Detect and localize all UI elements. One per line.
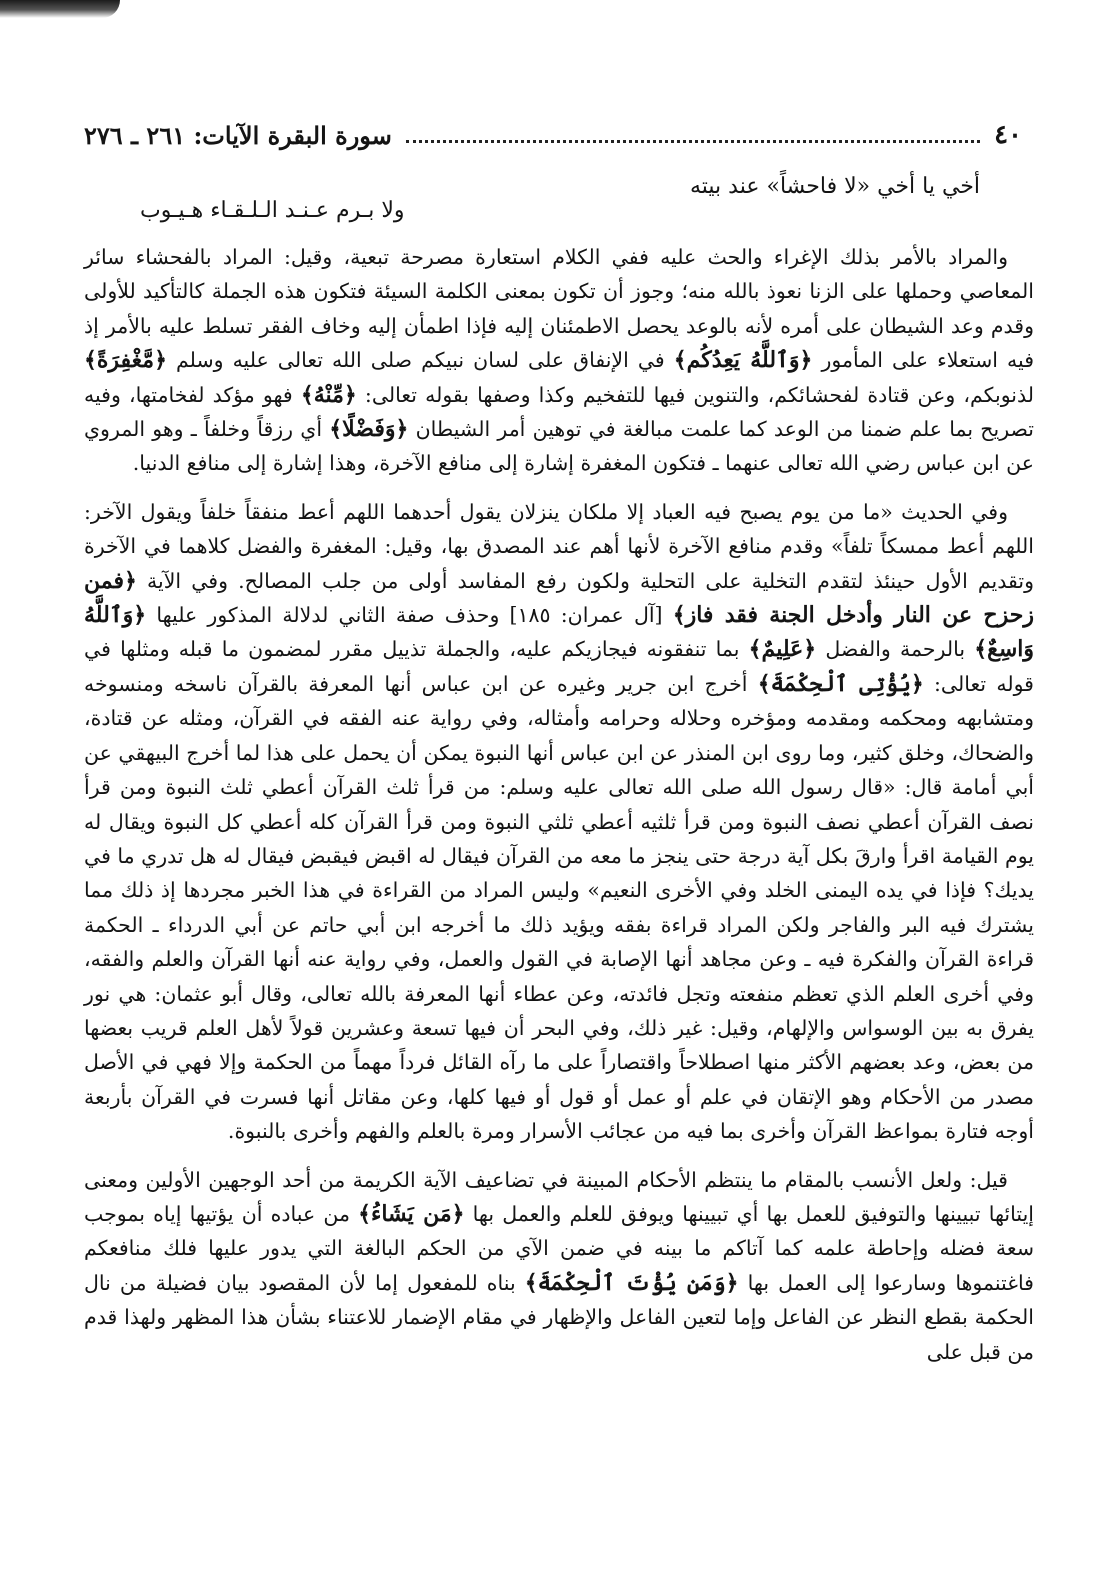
paragraph [84, 495, 1034, 1149]
header-dotted-leader [406, 140, 980, 143]
quran-quote: ﴿وَفَضْلًا﴾ [329, 416, 409, 443]
paragraph-text: بالرحمة والفضل [816, 637, 975, 662]
quran-quote: ﴿مِّنْهُ﴾ [300, 381, 357, 408]
quran-quote: ﴿وَٱللَّهُ يَعِدُكُم﴾ [673, 347, 813, 374]
paragraph [84, 1163, 1034, 1369]
verse-first-hemistich: أخي يا أخي «لا فاحشاً» عند بيته [689, 174, 980, 199]
paragraph-text: بما تنفقونه فيجازيكم عليه، والجملة تذييل مقرر لمضمون ما قبله ومثلها في قوله تعالى: [84, 637, 1034, 696]
paragraph-text: أخرج ابن جرير وغيره عن ابن عباس أنها المعرفة بالقرآن ناسخه ومنسوخه ومتشابهه ومحكمه ومقدمه ومؤخره وحلاله وحرامه وأمثاله، وفي رواية عنه الفقه في القرآن، ومثله عن قتادة، والضحاك، وخلق كثير، وما روى ابن المنذر عن ابن عباس أنها النبوة يمكن أن يحمل على هذا لما أخرج البيهقي عن أبي أمامة قال: «قال رسول الله صلى الله تعالى عليه وسلم: من قرأ ثلث القرآن أعطي ثلث النبوة ومن قرأ نصف القرآن أعطي نصف النبوة ومن قرأ ثلثيه أعطي ثلثي النبوة ومن قرأ القرآن كله أعطي كل النبوة ويقال له يوم القيامة اقرأ وارقَ بكل آية درجة حتى ينجز ما معه من القرآن فيقال له اقبض فيقبض فيقال له هل تدري ما في يديك؟ فإذا في يده اليمنى الخلد وفي الأخرى النعيم» وليس المراد من القراءة في هذا الخبر مجردها إذ ذلك مما يشترك فيه البر والفاجر ولكن المراد قراءة بفقه ويؤيد ذلك ما أخرجه ابن أبي حاتم عن أبي الدرداء ـ الحكمة قراءة القرآن والفكرة فيه ـ وعن مجاهد أنها الإصابة في القول والعمل، وفي رواية عنه أنها القرآن والعلم والفقه، وفي أخرى العلم الذي تعظم منفعته وتجل فائدته، وعن عطاء أنها المعرفة بالله تعالى، وقال أبو عثمان: هي نور يفرق به بين الوسواس والإلهام، وقيل: غير ذلك، وفي البحر أن فيها تسعة وعشرين قولاً لأهل العلم قريب بعضها من بعض، وعد بعضهم الأكثر منها اصطلاحاً واقتصاراً على ما رآه القائل فرداً مهماً من الحكمة وإلا فهي في الأصل مصدر من الأحكام وهو الإتقان في علم أو عمل أو قول أو فيها كلها، وعن مقاتل أنها فسرت في القرآن بأربعة أوجه فتارة بمواعظ القرآن وأخرى بما فيه من عجائب الأسرار ومرة بالعلم والفهم وأخرى بالنبوة. [84, 671, 1035, 1144]
paragraph-text: بناه للمفعول إما لأن المقصود بيان فضيلة من نال الحكمة بقطع النظر عن الفاعل وإما لتعين الفاعل والإظهار في مقام الإضمار للاعتناء بشأن هذا المظهر ولهذا قدم من قبل على [84, 1270, 1034, 1364]
quran-quote: ﴿مَن يَشَاءُ﴾ [358, 1200, 465, 1227]
paragraph [84, 240, 1034, 481]
paragraph-text: من عباده أن يؤتيها إياه بموجب سعة فضله وإحاطة علمه كما آتاكم ما بينه في ضمن الآي من الحكم البالغة التي يدور عليها فلك منافعكم فاغتنموها وسارعوا إلى العمل بها [84, 1201, 1034, 1295]
page-number: ٤٠ [994, 120, 1022, 150]
quran-quote: ﴿يُؤْتِى ٱلْحِكْمَةَ﴾ [757, 670, 924, 697]
paragraph-text: والمراد بالأمر بذلك الإغراء والحث عليه ففي الكلام استعارة مصرحة تبعية، وقيل: المراد بالفحشاء سائر المعاصي وحملها على الزنا نعوذ بالله منه؛ وجوز أن تكون بمعنى الكلمة السيئة فتكون هذه الجملة كالتأكيد للأولى وقدم وعد الشيطان على أمره لأنه بالوعد يحصل الاطمئنان إليه فإذا اطمأن إليه وخاف الفقر تسلط عليه بالأمر إذ فيه استعلاء على المأمور [84, 245, 1034, 373]
paragraph-text: أي رزقاً وخلفاً ـ وهو المروي عن ابن عباس رضي الله تعالى عنهما ـ فتكون المغفرة إشارة إلى منافع الآخرة، وهذا إشارة إلى منافع الدنيا. [84, 417, 1034, 476]
verse-second-hemistich: ولا بـرم عـنـد الـلـقـاء هـيـوب [140, 198, 405, 223]
quran-quote: ﴿عَلِيمٌ﴾ [748, 636, 817, 663]
quran-quote: ﴿وَٱللَّهُ وَاسِعٌ﴾ [84, 602, 1034, 663]
quran-quote: ﴿مَّغْفِرَةً﴾ [84, 347, 167, 374]
paragraph-text: لذنوبكم، وعن قتادة لفحشائكم، والتنوين فيها للتفخيم وكذا وصفها بقوله تعالى: [356, 382, 1034, 407]
paragraph-text: قيل: ولعل الأنسب بالمقام ما ينتظم الأحكام المبينة في تضاعيف الآية الكريمة من أحد الوجهين الأولين ومعنى إيتائها تبيينها والتوفيق للعمل بها أي تبيينها ويوفق للعلم والعمل بها [84, 1167, 1034, 1226]
quran-quote: ﴿فمن زحزح عن النار وأدخل الجنة فقد فاز﴾ [84, 567, 1034, 629]
paragraph-text: فهو مؤكد لفخامتها، وفيه تصريح بما علم ضمنا من الوعد كما علمت مبالغة في توهين أمر الشيطان [84, 382, 1035, 442]
running-header [84, 118, 1022, 152]
paragraph-text: وفي الحديث «ما من يوم يصبح فيه العباد إلا ملكان ينزلان يقول أحدهما اللهم أعط منفقاً خلفاً ويقول الآخر: اللهم أعط ممسكاً تلفاً» وقدم منافع الآخرة لأنها أهم عند المصدق بها، وقيل: المغفرة والفضل كلاهما في الآخرة وتقديم الأول حينئذ لتقدم التخلية على التحلية ولكون رفع المفاسد أولى من جلب المصالح. وفي الآية [84, 499, 1034, 593]
quran-quote: ﴿وَمَن يُؤْتَ ٱلْحِكْمَةَ﴾ [524, 1269, 739, 1296]
commentary-body [84, 240, 1034, 1369]
poetry-verse [100, 172, 980, 234]
scan-edge-mark [0, 0, 120, 18]
paragraph-text: في الإنفاق على لسان نبيكم صلى الله تعالى عليه وسلم [166, 348, 674, 373]
header-title: سورة البقرة الآيات: ٢٦١ ـ ٢٧٦ [84, 120, 392, 150]
paragraph-text: [آل عمران: ١٨٥] وحذف صفة الثاني لدلالة المذكور عليها [146, 603, 673, 628]
